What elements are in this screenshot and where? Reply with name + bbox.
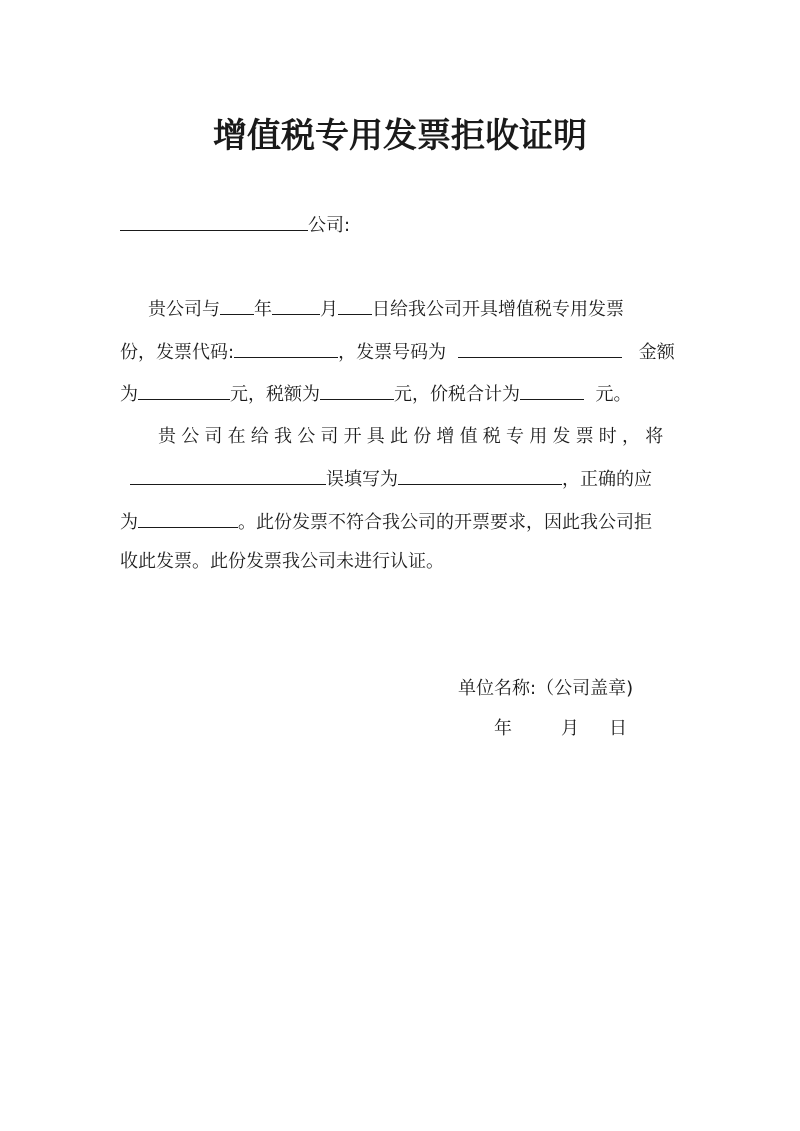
para2-line1: 贵公司在给我公司开具此份增值税专用发票时，将 <box>158 426 669 447</box>
para2-line3-end: 。此份发票不符合我公司的开票要求，因此我公司拒 <box>238 512 652 533</box>
total-amount-blank[interactable] <box>520 381 584 400</box>
para2-line2-end: ，正确的应 <box>562 469 652 490</box>
wrong-value-blank[interactable] <box>398 466 562 485</box>
day-blank[interactable] <box>338 296 372 315</box>
para1-line3 <box>120 381 680 408</box>
para1-line3-start: 为 <box>120 384 138 405</box>
para2-line2-mid: 误填写为 <box>326 469 398 490</box>
para1-line3-end: 元。 <box>595 384 632 405</box>
para1-line2-mid: ，发票号码为 <box>338 342 447 363</box>
addressee-line <box>120 212 680 239</box>
signature-day: 日 <box>609 718 627 739</box>
para1-line3-yuan1: 元，税额为 <box>230 384 320 405</box>
signature-year: 年 <box>494 718 512 739</box>
para2-line2 <box>130 466 690 493</box>
amount-blank[interactable] <box>138 381 230 400</box>
para2-line3-start: 为 <box>120 512 138 533</box>
document-title: 增值税专用发票拒收证明 <box>213 116 587 156</box>
signature-month: 月 <box>561 718 579 739</box>
year-blank[interactable] <box>220 296 254 315</box>
para1-day-text: 日给我公司开具增值税专用发票 <box>372 299 624 320</box>
para2-line4: 收此发票。此份发票我公司未进行认证。 <box>120 551 444 572</box>
invoice-code-blank[interactable] <box>234 339 338 358</box>
wrong-item-blank[interactable] <box>130 466 326 485</box>
addressee-suffix: 公司: <box>308 215 351 236</box>
addressee-company-blank[interactable] <box>120 212 308 231</box>
para1-line2-end: 金额 <box>638 342 675 363</box>
month-blank[interactable] <box>272 296 320 315</box>
para1-year-label: 年 <box>254 299 272 320</box>
para1-line1 <box>148 296 708 323</box>
tax-amount-blank[interactable] <box>320 381 394 400</box>
para1-line3-yuan2: 元，价税合计为 <box>394 384 520 405</box>
invoice-number-blank[interactable] <box>458 339 622 358</box>
para1-line2 <box>120 339 680 366</box>
para2-line3 <box>120 509 680 536</box>
para1-indent-text: 贵公司与 <box>148 299 220 320</box>
para1-line2-start: 份，发票代码: <box>120 342 235 363</box>
signature-unit-label: 单位名称:（公司盖章) <box>458 678 634 699</box>
correct-value-blank[interactable] <box>138 509 238 528</box>
para1-month-label: 月 <box>320 299 338 320</box>
